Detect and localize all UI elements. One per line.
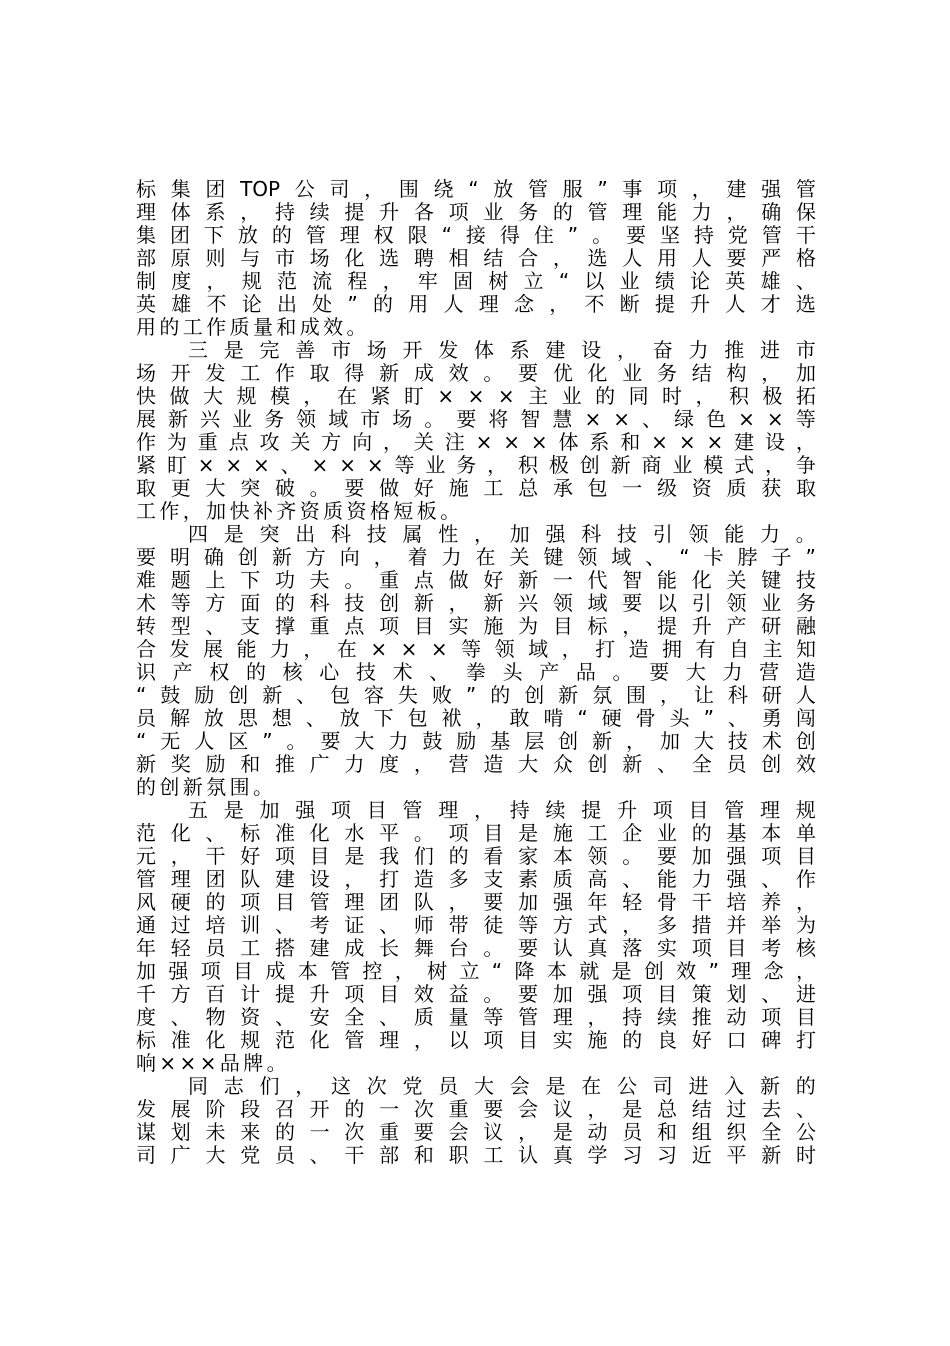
text-line: 展 新 兴 业 务 领 域 市 场 。 要 将 智 慧 × × 、 绿 色 × × 等: [136, 407, 816, 431]
text-line: 术 等 方 面 的 科 技 创 新 ， 新 兴 领 域 要 以 引 领 业 务: [136, 591, 816, 615]
text-line: 识 产 权 的 核 心 技 术 、 拳 头 产 品 。 要 大 力 营 造: [136, 660, 816, 684]
text-line: 加 强 项 目 成 本 管 控 ， 树 立 “ 降 本 就 是 创 效 ” 理 念 ，: [136, 959, 816, 983]
text-line: 紧 盯 × × × 、 × × × 等 业 务 ， 积 极 创 新 商 业 模 式 ， 争: [136, 453, 816, 477]
text-line: 三 是 完 善 市 场 开 发 体 系 建 设 ， 奋 力 推 进 市: [188, 338, 816, 362]
text-line: 通 过 培 训 、 考 证 、 师 带 徒 等 方 式 ， 多 措 并 举 为: [136, 913, 816, 937]
text-line: 取 更 大 突 破 。 要 做 好 施 工 总 承 包 一 级 资 质 获 取: [136, 476, 816, 500]
text-line: 度 、 物 资 、 安 全 、 质 量 等 管 理 ， 持 续 推 动 项 目: [136, 1005, 816, 1029]
text-line: 五 是 加 强 项 目 管 理 ， 持 续 提 升 项 目 管 理 规: [188, 798, 816, 822]
text-line: 范 化 、 标 准 化 水 平 。 项 目 是 施 工 企 业 的 基 本 单: [136, 821, 816, 845]
text-line: 员 解 放 思 想 、 放 下 包 袱 ， 敢 啃 “ 硬 骨 头 ” 、 勇 闯: [136, 706, 816, 730]
text-line: “ 无 人 区 ” 。 要 大 力 鼓 励 基 层 创 新 ， 加 大 技 术 创: [136, 729, 816, 753]
text-line: 管 理 团 队 建 设 ， 打 造 多 支 素 质 高 、 能 力 强 、 作: [136, 867, 816, 891]
text-line: 英 雄 不 论 出 处 ” 的 用 人 理 念 ， 不 断 提 升 人 才 选: [136, 292, 816, 316]
text-line: 元 ， 干 好 项 目 是 我 们 的 看 家 本 领 。 要 加 强 项 目: [136, 844, 816, 868]
text-line: 千 方 百 计 提 升 项 目 效 益 。 要 加 强 项 目 策 划 、 进: [136, 982, 816, 1006]
body-text: [136, 178, 816, 1167]
text-line: 作 为 重 点 攻 关 方 向 ， 关 注 × × × 体 系 和 × × × 建 设 ，: [136, 430, 816, 454]
text-line: 标 集 团 TOP 公 司 ， 围 绕 “ 放 管 服 ” 事 项 ， 建 强 管: [136, 177, 816, 201]
text-line: 同 志 们 ， 这 次 党 员 大 会 是 在 公 司 进 入 新 的: [188, 1074, 816, 1098]
text-line: 的 创 新 氛 围 。: [136, 775, 273, 799]
text-line: 新 奖 励 和 推 广 力 度 ， 营 造 大 众 创 新 、 全 员 创 效: [136, 752, 816, 776]
text-line: 工 作 ， 加 快 补 齐 资 质 资 格 短 板 。: [136, 499, 461, 523]
text-line: 司 广 大 党 员 、 干 部 和 职 工 认 真 学 习 习 近 平 新 时: [136, 1143, 816, 1167]
text-line: 要 明 确 创 新 方 向 ， 着 力 在 关 键 领 域 、 “ 卡 脖 子 ”: [136, 545, 816, 569]
text-line: 四 是 突 出 科 技 属 性 ， 加 强 科 技 引 领 能 力 。: [188, 522, 816, 546]
text-line: 年 轻 员 工 搭 建 成 长 舞 台 。 要 认 真 落 实 项 目 考 核: [136, 936, 816, 960]
text-line: 场 开 发 工 作 取 得 新 成 效 。 要 优 化 业 务 结 构 ， 加: [136, 361, 816, 385]
text-line: 转 型 、 支 撑 重 点 项 目 实 施 为 目 标 ， 提 升 产 研 融: [136, 614, 816, 638]
text-line: “ 鼓 励 创 新 、 包 容 失 败 ” 的 创 新 氛 围 ， 让 科 研 人: [136, 683, 816, 707]
text-line: 集 团 下 放 的 管 理 权 限 “ 接 得 住 ” 。 要 坚 持 党 管 干: [136, 223, 816, 247]
text-line: 风 硬 的 项 目 管 理 团 队 ， 要 加 强 年 轻 骨 干 培 养 ，: [136, 890, 816, 914]
text-line: 难 题 上 下 功 夫 。 重 点 做 好 新 一 代 智 能 化 关 键 技: [136, 568, 816, 592]
text-line: 合 发 展 能 力 ， 在 × × × 等 领 域 ， 打 造 拥 有 自 主 知: [136, 637, 816, 661]
text-line: 制 度 ， 规 范 流 程 ， 牢 固 树 立 “ 以 业 绩 论 英 雄 、: [136, 269, 816, 293]
text-line: 发 展 阶 段 召 开 的 一 次 重 要 会 议 ， 是 总 结 过 去 、: [136, 1097, 816, 1121]
text-line: 快 做 大 规 模 ， 在 紧 盯 × × × 主 业 的 同 时 ， 积 极 拓: [136, 384, 816, 408]
text-line: 部 原 则 与 市 场 化 选 聘 相 结 合 ， 选 人 用 人 要 严 格: [136, 246, 816, 270]
text-line: 标 准 化 规 范 化 管 理 ， 以 项 目 实 施 的 良 好 口 碑 打: [136, 1028, 816, 1052]
text-line: 用 的 工 作 质 量 和 成 效 。: [136, 315, 367, 339]
text-line: 响 × × × 品 牌 。: [136, 1051, 287, 1075]
text-line: 谋 划 未 来 的 一 次 重 要 会 议 ， 是 动 员 和 组 织 全 公: [136, 1120, 816, 1144]
text-line: 理 体 系 ， 持 续 提 升 各 项 业 务 的 管 理 能 力 ， 确 保: [136, 200, 816, 224]
